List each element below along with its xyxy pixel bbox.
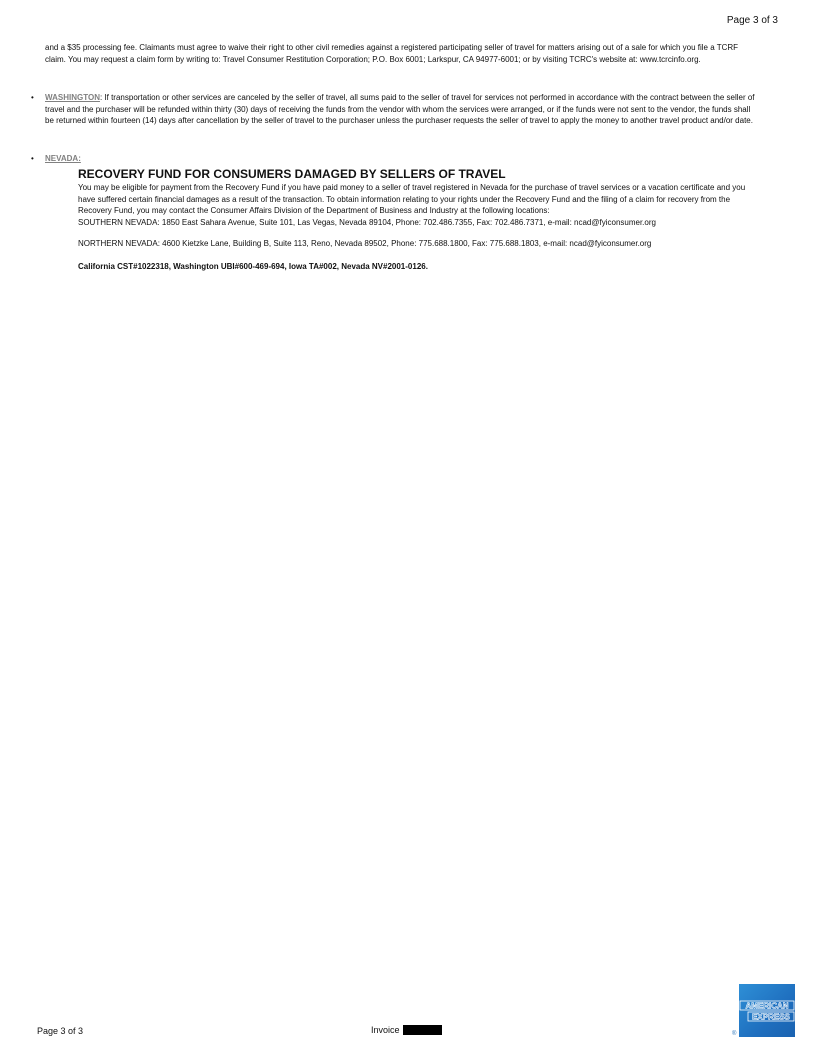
southern-nevada-address: SOUTHERN NEVADA: 1850 East Sahara Avenue, Suite 101, Las Vegas, Nevada 89104, Phone: 702.486.7355, Fax: 702.486.7371, e-mail: ncad@fyiconsumer.org: [78, 217, 656, 227]
tcrf-continuation-text: and a $35 processing fee. Claimants must agree to waive their right to other civil remedies against a registered participating seller of travel for matters arising out of a sale for which you file a TCRF claim. You may request a claim form by writing to: Travel Consumer Restitution Corporation; P.O. Box 6001; Larkspur, CA 94977-6001; or by visiting TCRC's website at: www.tcrcinfo.org.: [45, 43, 739, 64]
redacted-invoice-number: [403, 1025, 442, 1035]
recovery-fund-paragraph: You may be eligible for payment from the Recovery Fund if you have paid money to a seller of travel registered in Nevada for the purchase of travel services or a vacation certificate and you have suffered certain financial damages as a result of the transaction. To obtain information relating to your rights under the Recovery Fund and the filing of a claim for recovery from the Recovery Fund, you may contact the Consumer Affairs Division of the Department of Business and Industry at the following locations:: [78, 183, 746, 215]
nevada-recovery-fund-section: [78, 167, 758, 272]
nevada-link[interactable]: NEVADA:: [45, 154, 81, 163]
amex-line1-text: AMERICAN: [745, 1001, 789, 1011]
bullet-icon: •: [31, 154, 34, 163]
washington-text: : If transportation or other services are canceled by the seller of travel, all sums paid to the seller of travel for services not performed in accordance with the contract between the seller of travel and the purchaser will be refunded within thirty (30) days of receiving the funds from the vendor with whom the services were arranged, or if the funds were not sent to the vendor, the funds shall be returned within fourteen (14) days after cancellation by the seller of travel to the purchaser unless the purchaser requests the seller of travel to apply the money to another travel product and/or date.: [45, 93, 755, 125]
invoice-label: Invoice: [371, 1025, 400, 1035]
recovery-fund-heading: RECOVERY FUND FOR CONSUMERS DAMAGED BY SELLERS OF TRAVEL: [78, 167, 506, 181]
license-numbers: California CST#1022318, Washington UBI#600-469-694, Iowa TA#002, Nevada NV#2001-0126.: [78, 261, 428, 271]
american-express-logo-graphic: [739, 984, 795, 1037]
nevada-body: [45, 153, 761, 165]
nevada-item: [31, 153, 761, 165]
amex-line2-text: EXPRESS: [752, 1012, 790, 1022]
footer-page-label: Page 3 of 3: [37, 1026, 84, 1036]
washington-item: [31, 92, 761, 127]
washington-body: [45, 92, 761, 127]
northern-nevada-address: NORTHERN NEVADA: 4600 Kietzke Lane, Building B, Suite 113, Reno, Nevada 89502, Phone: 775.688.1800, Fax: 775.688.1803, e-mail: ncad@fyiconsumer.org: [78, 239, 652, 248]
page-header-label: Page 3 of 3: [726, 15, 778, 26]
american-express-logo-icon: [739, 984, 795, 1037]
footer-invoice: [371, 1025, 442, 1035]
bullet-icon: •: [31, 93, 34, 102]
washington-link[interactable]: WASHINGTON: [45, 93, 100, 102]
registered-mark: ®: [732, 1031, 737, 1037]
